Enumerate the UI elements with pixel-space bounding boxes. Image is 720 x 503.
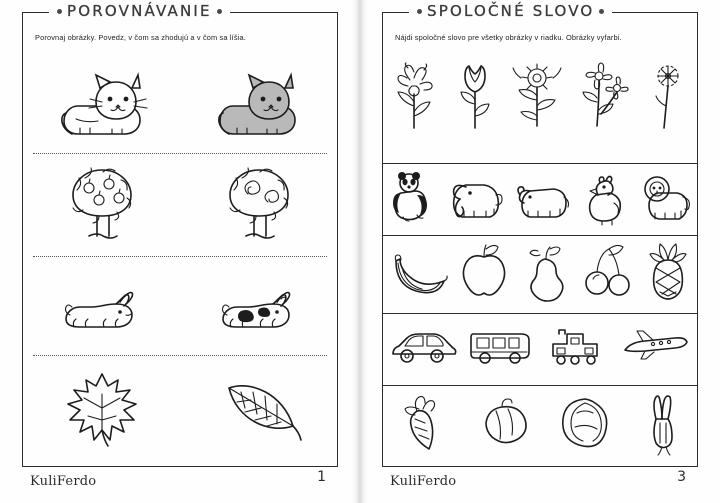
cell-car-vehicle bbox=[389, 324, 455, 370]
apple-fruit-icon bbox=[459, 243, 509, 301]
narcissus-flower-icon bbox=[388, 62, 440, 132]
cell-cabbage-vegetable bbox=[557, 393, 615, 455]
cell-bus-vehicle bbox=[467, 324, 533, 370]
cell-bananas-fruit bbox=[388, 243, 448, 301]
cell-tree-plain bbox=[216, 164, 302, 242]
cell-pear-fruit bbox=[520, 243, 570, 301]
cell-dandelion-puff bbox=[642, 62, 692, 132]
cell-rabbit-spotted bbox=[217, 277, 301, 333]
cell-cat-gray bbox=[211, 72, 311, 140]
carrot-vegetable-icon bbox=[395, 393, 453, 455]
row-leaves bbox=[23, 365, 337, 455]
cell-tulip-flower bbox=[451, 62, 499, 132]
bus-vehicle-icon bbox=[467, 324, 533, 370]
car-vehicle-icon bbox=[389, 324, 455, 370]
cell-narcissus-flower bbox=[388, 62, 440, 132]
title-dot-icon bbox=[599, 9, 604, 14]
birch-leaf-icon bbox=[211, 368, 307, 452]
cell-birch-leaf bbox=[211, 368, 307, 452]
footer-page-number-right bbox=[677, 465, 686, 485]
cell-panda-animal bbox=[387, 171, 439, 225]
cell-dandelion-flower bbox=[509, 62, 565, 132]
cell-train-vehicle bbox=[545, 324, 607, 370]
row-animals bbox=[383, 168, 697, 228]
tulip-flower-icon bbox=[451, 62, 499, 132]
rhino-animal-icon bbox=[514, 171, 572, 225]
title-dot-icon bbox=[57, 9, 62, 14]
daisy-flower-icon bbox=[575, 62, 631, 132]
cell-rabbit-outline bbox=[60, 277, 144, 333]
cell-cat-outline bbox=[50, 72, 158, 140]
row-flowers bbox=[383, 61, 697, 133]
page-left-frame bbox=[22, 2, 338, 467]
title-dot-icon bbox=[217, 9, 222, 14]
dandelion-flower-icon bbox=[509, 62, 565, 132]
dandelion-puff-icon bbox=[642, 62, 692, 132]
rabbit-spotted-icon bbox=[217, 277, 301, 333]
cell-leek-vegetable bbox=[638, 393, 686, 455]
train-vehicle-icon bbox=[545, 324, 607, 370]
cat-gray-icon bbox=[211, 72, 311, 140]
airplane-vehicle-icon bbox=[619, 324, 691, 370]
brand-label: KuliFerdo bbox=[30, 474, 97, 489]
cell-apple-fruit bbox=[459, 243, 509, 301]
cell-pepper-vegetable bbox=[476, 393, 534, 455]
panda-animal-icon bbox=[387, 171, 439, 225]
page-left-instruction: Porovnaj obrázky. Povedz, v čom sa zhodujú a v čom sa líšia. bbox=[35, 33, 246, 42]
page-number: 1 bbox=[317, 469, 326, 485]
row-separator-3 bbox=[33, 355, 327, 356]
pear-fruit-icon bbox=[520, 243, 570, 301]
lion-animal-icon bbox=[639, 171, 693, 225]
row-trees bbox=[23, 163, 337, 243]
row-fruit bbox=[383, 241, 697, 303]
bananas-fruit-icon bbox=[388, 243, 448, 301]
row-rabbits bbox=[23, 275, 337, 335]
cat-outline-icon bbox=[50, 72, 158, 140]
elephant-animal-icon bbox=[448, 171, 506, 225]
row-separator-r4 bbox=[383, 385, 697, 386]
page-left-title bbox=[49, 2, 230, 20]
title-dot-icon bbox=[417, 9, 422, 14]
cell-tree-apples bbox=[59, 164, 145, 242]
cherries-fruit-icon bbox=[581, 243, 633, 301]
tree-with-apples-icon bbox=[59, 164, 145, 242]
cell-lion-animal bbox=[639, 171, 693, 225]
row-separator-r1 bbox=[383, 163, 697, 164]
row-separator-r3 bbox=[383, 313, 697, 314]
page-right bbox=[360, 0, 720, 503]
row-separator-1 bbox=[33, 153, 327, 154]
row-separator-2 bbox=[33, 256, 327, 257]
cell-elephant-animal bbox=[448, 171, 506, 225]
cell-maple-leaf bbox=[54, 368, 150, 452]
cell-airplane-vehicle bbox=[619, 324, 691, 370]
cell-chicken-animal bbox=[580, 171, 630, 225]
row-vegetables bbox=[383, 391, 697, 457]
footer-page-number-left bbox=[317, 465, 326, 485]
pineapple-fruit-icon bbox=[644, 242, 692, 302]
tree-plain-icon bbox=[216, 164, 302, 242]
pepper-vegetable-icon bbox=[476, 393, 534, 455]
rabbit-outline-icon bbox=[60, 277, 144, 333]
page-left-title-text: POROVNÁVANIE bbox=[67, 2, 212, 20]
page-number: 3 bbox=[677, 469, 686, 485]
brand-label: KuliFerdo bbox=[390, 474, 457, 489]
page-right-frame bbox=[382, 2, 698, 467]
footer-brand-left bbox=[30, 469, 96, 489]
row-separator-r2 bbox=[383, 235, 697, 236]
cabbage-vegetable-icon bbox=[557, 393, 615, 455]
page-right-title-text: SPOLOČNÉ SLOVO bbox=[427, 2, 595, 20]
page-right-instruction: Nájdi spoločné slovo pre všetky obrázky v riadku. Obrázky vyfarbi. bbox=[395, 33, 622, 42]
row-cats bbox=[23, 71, 337, 141]
cell-carrot-vegetable bbox=[395, 393, 453, 455]
maple-leaf-icon bbox=[54, 368, 150, 452]
cell-pineapple-fruit bbox=[644, 242, 692, 302]
chicken-animal-icon bbox=[580, 171, 630, 225]
footer-brand-right bbox=[390, 469, 456, 489]
page-right-title bbox=[409, 2, 612, 20]
row-vehicles bbox=[383, 319, 697, 375]
cell-cherries-fruit bbox=[581, 243, 633, 301]
leek-vegetable-icon bbox=[638, 393, 686, 455]
cell-daisy-flower bbox=[575, 62, 631, 132]
cell-rhino-animal bbox=[514, 171, 572, 225]
